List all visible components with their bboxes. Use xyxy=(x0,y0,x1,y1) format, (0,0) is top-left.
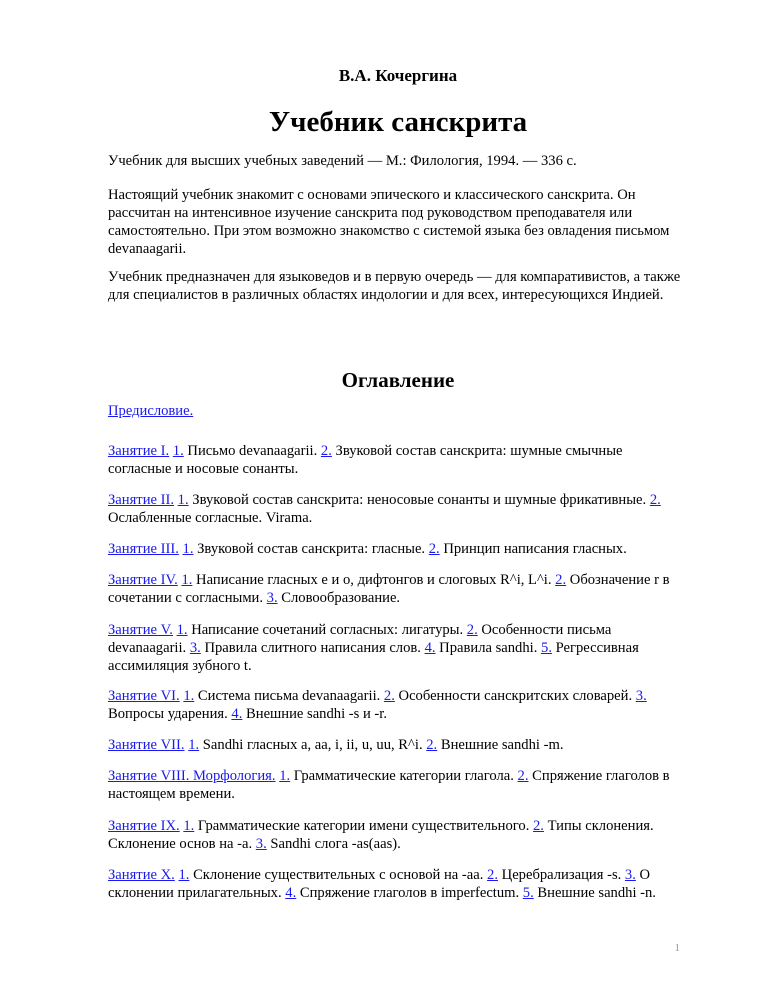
toc-section-link[interactable]: 3. xyxy=(266,590,278,606)
intro-paragraph-1: Настоящий учебник знакомит с основами эпического и классического санскрита. Он рассчитан на интенсивное изучение санскрита под руководством преподавателя или самостоятельно. При этом возможно знакомство с системой языка без овладения письмом devanaagarii. xyxy=(108,187,670,257)
toc-entry xyxy=(108,736,688,754)
toc-section-text: Особенности санскритских словарей. xyxy=(394,688,636,704)
toc-lesson-link[interactable]: Занятие V. xyxy=(108,622,173,638)
toc-section-link[interactable]: 1. xyxy=(181,572,193,588)
toc-section-link[interactable]: 4. xyxy=(424,640,436,656)
toc-section-link[interactable]: 2. xyxy=(426,737,438,753)
toc-lesson-link[interactable]: Занятие VII. xyxy=(108,737,185,753)
toc-section-text: Особенности письма devanaagarii. xyxy=(108,622,612,656)
toc-section-text: Регрессивная ассимиляция зубного t. xyxy=(108,640,639,674)
toc-heading: Оглавление xyxy=(341,368,455,392)
toc-lesson-link[interactable]: Занятие IV. xyxy=(108,572,178,588)
toc-section-link[interactable]: 2. xyxy=(517,768,529,784)
toc-section-text: Звуковой состав санскрита: гласные. xyxy=(193,541,429,557)
toc-section-text: Звуковой состав санскрита: неносовые сонанты и шумные фрикативные. xyxy=(188,492,650,508)
toc-section-text: Правила слитного написания слов. xyxy=(200,640,425,656)
toc-section-link[interactable]: 1. xyxy=(172,443,184,459)
toc-section-link[interactable]: 1. xyxy=(176,622,188,638)
toc-section-text: Грамматические категории имени существительного. xyxy=(194,818,533,834)
toc-section-text: Церебрализация -s. xyxy=(498,867,625,883)
toc-section-link[interactable]: 1. xyxy=(188,737,200,753)
toc-lesson-link[interactable]: Предисловие. xyxy=(108,403,194,419)
toc-section-text: Грамматические категории глагола. xyxy=(290,768,518,784)
book-title: Учебник санскрита xyxy=(268,106,528,138)
toc-section-link[interactable]: 3. xyxy=(189,640,201,656)
toc-section-text: Правила sandhi. xyxy=(435,640,542,656)
toc-entry xyxy=(108,621,688,675)
toc-entry xyxy=(108,442,688,478)
toc-section-link[interactable]: 5. xyxy=(541,640,552,656)
toc-section-link[interactable]: 4. xyxy=(285,885,297,901)
toc-lesson-link[interactable]: Занятие VI. xyxy=(108,688,180,704)
toc-entry xyxy=(108,866,688,902)
toc-lesson-link[interactable]: Занятие I. xyxy=(108,443,170,459)
toc-section-text: Внешние sandhi -m. xyxy=(437,737,564,753)
toc-entry xyxy=(108,767,688,803)
toc-section-text: Написание гласных e и o, дифтонгов и слоговых R^i, L^i. xyxy=(192,572,556,588)
toc-section-link[interactable]: 3. xyxy=(635,688,647,704)
toc-section-text: Спряжение глаголов в настоящем времени. xyxy=(108,768,670,802)
toc-entry xyxy=(108,817,688,853)
toc-section-text: Спряжение глаголов в imperfectum. xyxy=(296,885,523,901)
toc-section-text: Звуковой состав санскрита: шумные смычные согласные и носовые сонанты. xyxy=(108,443,623,477)
toc-section-link[interactable]: 2. xyxy=(428,541,440,557)
toc-section-text: Написание сочетаний согласных: лигатуры. xyxy=(187,622,467,638)
toc-section-link[interactable]: 2. xyxy=(466,622,478,638)
toc-lesson-link[interactable]: Занятие III. xyxy=(108,541,179,557)
toc-section-link[interactable]: 2. xyxy=(533,818,544,834)
toc-section-link[interactable]: 1. xyxy=(183,688,195,704)
toc-section-link[interactable]: 1. xyxy=(178,867,190,883)
toc-entry xyxy=(108,571,688,607)
toc-lesson-link[interactable]: Занятие VIII. Морфология. xyxy=(108,768,276,784)
toc-lesson-link[interactable]: Занятие IX. xyxy=(108,818,180,834)
toc-section-link[interactable]: 3. xyxy=(255,836,267,852)
toc-section-text: Вопросы ударения. xyxy=(108,706,232,722)
toc-section-text: Письмо devanaagarii. xyxy=(183,443,321,459)
publication-info: Учебник для высших учебных заведений — М.: Филология, 1994. — 336 с. xyxy=(108,153,577,169)
toc-section-text: О склонении прилагательных. xyxy=(108,867,651,901)
toc-section-text: Sandhi гласных a, aa, i, ii, u, uu, R^i. xyxy=(199,737,427,753)
toc-section-link[interactable]: 2. xyxy=(320,443,332,459)
toc-entry xyxy=(108,402,688,420)
toc-section-text: Sandhi слога -as(aas). xyxy=(266,836,401,852)
toc-section-link[interactable]: 2. xyxy=(383,688,395,704)
toc-section-text: Типы склонения. Склонение основ на -a. xyxy=(108,818,654,852)
toc-entry xyxy=(108,540,688,558)
toc-section-text: Ослабленные согласные. Virama. xyxy=(108,510,313,526)
toc-entry xyxy=(108,491,688,527)
toc-section-link[interactable]: 5. xyxy=(522,885,534,901)
toc-section-text: Обозначение r в сочетании с согласными. xyxy=(108,572,670,606)
toc-section-text: Внешние sandhi -s и -r. xyxy=(242,706,387,722)
toc-section-text: Система письма devanaagarii. xyxy=(194,688,384,704)
toc-lesson-link[interactable]: Занятие II. xyxy=(108,492,174,508)
toc-section-link[interactable]: 4. xyxy=(231,706,243,722)
toc-section-link[interactable]: 2. xyxy=(487,867,498,883)
toc-section-link[interactable]: 1. xyxy=(177,492,189,508)
toc-section-link[interactable]: 3. xyxy=(624,867,636,883)
toc-section-link[interactable]: 1. xyxy=(182,541,194,557)
toc-entry xyxy=(108,687,688,723)
page-number: 1 xyxy=(674,942,680,954)
toc-section-link[interactable]: 1. xyxy=(183,818,195,834)
toc-section-link[interactable]: 2. xyxy=(555,572,567,588)
toc-section-text: Склонение существительных с основой на -aa. xyxy=(189,867,488,883)
intro-paragraph-2: Учебник предназначен для языковедов и в первую очередь — для компаративистов, а также для специалистов в различных областях индологии и для всех, интересующихся Индией. xyxy=(108,269,681,303)
toc-section-text: Словообразование. xyxy=(277,590,401,606)
toc-section-link[interactable]: 2. xyxy=(649,492,661,508)
author-name: В.А. Кочергина xyxy=(338,66,458,85)
toc-section-text: Внешние sandhi -n. xyxy=(533,885,656,901)
toc-section-link[interactable]: 1. xyxy=(279,768,291,784)
toc-lesson-link[interactable]: Занятие X. xyxy=(108,867,175,883)
toc-section-text: Принцип написания гласных. xyxy=(439,541,627,557)
